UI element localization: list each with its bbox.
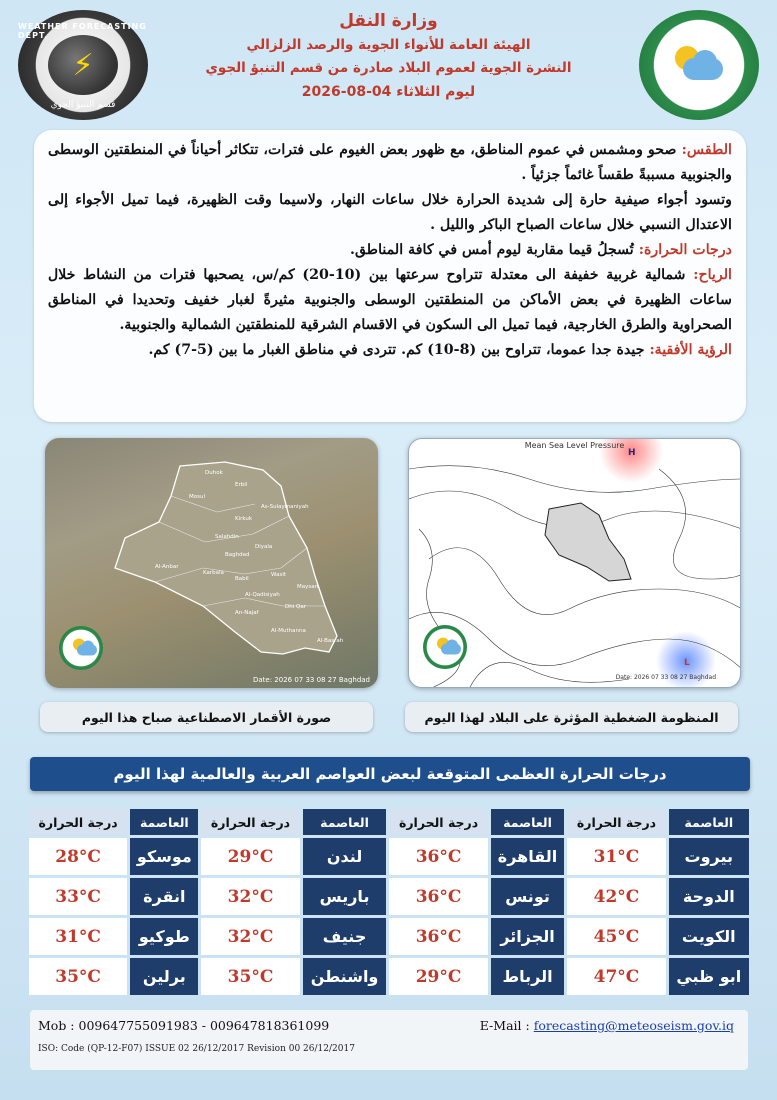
province-label: Al-Muthanna — [271, 628, 306, 634]
province-label: Maysan — [297, 584, 319, 590]
iraq-map-outline — [85, 456, 355, 676]
visibility-text: جيدة جدا عموما، تتراوح بين (8-10) كم. تتردى في مناطق الغبار ما بين (5-7) كم. — [148, 342, 645, 358]
pressure-map — [408, 438, 741, 688]
col-city-header: العاصمة — [491, 809, 565, 835]
province-label: Dhi Qar — [285, 604, 306, 610]
weather-text-1: صحو ومشمس في عموم المناطق، مع ظهور بعض الغيوم على فترات، تتكاثر أحياناً في المنطقتين الوسطى والجنوبية مسببةً طقساً غائماً جزئياً . — [48, 142, 732, 183]
col-city-header: العاصمة — [303, 809, 387, 835]
pressure-map-title: Mean Sea Level Pressure — [524, 441, 625, 450]
province-label: Babil — [235, 576, 249, 582]
col-temp-header: درجة الحرارة — [29, 809, 127, 835]
temp-cell: 31°C — [29, 918, 127, 955]
weather-paragraph — [48, 138, 732, 188]
satellite-timestamp: Date: 2026 07 33 08 27 Baghdad — [252, 676, 370, 684]
city-cell: انقرة — [130, 878, 198, 915]
city-cell: ابو ظبي — [669, 958, 749, 995]
city-cell: طوكيو — [130, 918, 198, 955]
city-cell: جنيف — [303, 918, 387, 955]
city-cell: لندن — [303, 838, 387, 875]
bulletin-title: النشرة الجوية لعموم البلاد صادرة من قسم التنبؤ الجوي — [205, 60, 572, 76]
city-cell: الرباط — [491, 958, 565, 995]
low-pressure-label: L — [684, 658, 690, 668]
email-label: E-Mail : — [479, 1018, 534, 1033]
table-header-row — [29, 809, 749, 835]
ministry-title: وزارة النقل — [339, 11, 438, 31]
logo-bottom-text: قسم التنبؤ الجوي — [50, 100, 116, 110]
province-label: Wasit — [271, 572, 287, 578]
city-cell: الكويت — [669, 918, 749, 955]
visibility-label: الرؤية الأفقية: — [649, 342, 732, 358]
authority-title: الهيئة العامة للأنواء الجوية والرصد الزلزالي — [246, 37, 531, 53]
bulletin-header — [0, 0, 777, 125]
temp-cell: 42°C — [567, 878, 665, 915]
table-row — [29, 878, 749, 915]
city-cell: بيروت — [669, 838, 749, 875]
sun-cloud-icon — [70, 639, 92, 658]
col-temp-header: درجة الحرارة — [201, 809, 299, 835]
city-cell: برلين — [130, 958, 198, 995]
temp-cell: 36°C — [389, 878, 487, 915]
temp-cell: 47°C — [567, 958, 665, 995]
table-row — [29, 958, 749, 995]
province-label: Al-Anbar — [155, 564, 179, 570]
lightning-icon: ⚡ — [48, 35, 118, 95]
sun-cloud-icon — [669, 46, 729, 84]
temp-cell: 35°C — [29, 958, 127, 995]
wind-paragraph — [48, 263, 732, 338]
temperature-paragraph — [48, 238, 732, 263]
sun-cloud-icon — [434, 638, 456, 657]
province-label: Duhok — [205, 470, 223, 476]
mobile-numbers: Mob : 009647755091983 - 009647818361099 — [38, 1018, 330, 1033]
province-label: Baghdad — [225, 552, 250, 558]
temperature-text: تُسجلُ قيما مقاربة ليوم أمس في كافة المناطق. — [350, 242, 634, 258]
temp-cell: 32°C — [201, 878, 299, 915]
wind-text: شمالية غربية خفيفة الى معتدلة تتراوح سرعتها بين (10-20) كم/س، يصحبها فترات من النشاط خلال ساعات الظهيرة في بعض الأماكن من المنطقتين الوسطى والجنوبية مثيرةً لغبار خفيف وتحديدا في المناطق الصحراوية والطرق الخارجية، فيما تميل الى السكون في الاقسام الشرقية للمنطقتين الشمالية والجنوبية. — [48, 267, 732, 333]
iso-code: ISO: Code (QP-12-F07) ISSUE 02 26/12/2017 Revision 00 26/12/2017 — [38, 1044, 355, 1054]
temp-cell: 29°C — [389, 958, 487, 995]
city-cell: تونس — [491, 878, 565, 915]
province-label: Diyala — [255, 544, 273, 550]
city-cell: واشنطن — [303, 958, 387, 995]
province-label: Erbil — [235, 482, 248, 488]
satellite-caption: صورة الأقمار الاصطناعية صباح هذا اليوم — [40, 702, 373, 732]
email-link[interactable]: forecasting@meteoseism.gov.iq — [533, 1018, 734, 1033]
province-label: As-Sulaymaniyah — [261, 504, 309, 510]
capital-temperatures-table — [26, 806, 752, 998]
pressure-timestamp: Date: 2026 07 33 08 27 Baghdad — [615, 674, 716, 681]
temp-cell: 33°C — [29, 878, 127, 915]
col-city-header: العاصمة — [669, 809, 749, 835]
province-label: Kirkuk — [235, 516, 253, 522]
province-label: Mosul — [189, 494, 205, 500]
visibility-paragraph — [48, 338, 732, 363]
contact-footer — [30, 1010, 748, 1070]
temp-cell: 31°C — [567, 838, 665, 875]
satellite-image — [45, 438, 378, 688]
province-label: Salahdin — [215, 534, 239, 540]
temperatures-title: درجات الحرارة العظمى المتوقعة لبعض العواصم العربية والعالمية لهذا اليوم — [30, 757, 750, 791]
meteorological-organization-logo — [639, 10, 759, 120]
logo-ring-text: WEATHER FORECASTING DEPT. — [18, 22, 147, 40]
weather-forecasting-dept-logo — [18, 10, 148, 120]
email-line — [480, 1018, 734, 1033]
col-temp-header: درجة الحرارة — [567, 809, 665, 835]
temp-cell: 36°C — [389, 838, 487, 875]
header-titles — [170, 8, 607, 105]
map-logo — [59, 626, 103, 670]
map-logo — [423, 625, 467, 669]
col-temp-header: درجة الحرارة — [389, 809, 487, 835]
temp-cell: 36°C — [389, 918, 487, 955]
col-city-header: العاصمة — [130, 809, 198, 835]
weather-label: الطقس: — [681, 142, 732, 158]
temp-cell: 32°C — [201, 918, 299, 955]
table-row — [29, 838, 749, 875]
city-cell: الجزائر — [491, 918, 565, 955]
city-cell: القاهرة — [491, 838, 565, 875]
city-cell: باريس — [303, 878, 387, 915]
province-label: Al-Basrah — [317, 638, 344, 644]
temp-cell: 29°C — [201, 838, 299, 875]
table-row — [29, 918, 749, 955]
city-cell: الدوحة — [669, 878, 749, 915]
high-pressure-label: H — [628, 448, 636, 458]
forecast-text-box — [34, 130, 746, 422]
temp-cell: 28°C — [29, 838, 127, 875]
province-label: Al-Qadisiyah — [245, 592, 280, 598]
temp-cell: 45°C — [567, 918, 665, 955]
province-label: An-Najaf — [235, 610, 259, 616]
bulletin-date: ليوم الثلاثاء 04-08-2026 — [301, 84, 476, 100]
temperature-label: درجات الحرارة: — [638, 242, 732, 258]
weather-paragraph-2 — [48, 188, 732, 238]
city-cell: موسكو — [130, 838, 198, 875]
wind-label: الرياح: — [693, 267, 732, 283]
province-label: Karbala — [203, 570, 224, 576]
weather-text-2: وتسود أجواء صيفية حارة إلى شديدة الحرارة خلال ساعات النهار، ولاسيما وقت الظهيرة، فيما تميل الأجواء إلى الاعتدال النسبي خلال ساعات الصباح الباكر والليل . — [48, 192, 732, 233]
pressure-caption: المنظومة الضغطية المؤثرة على البلاد لهذا اليوم — [405, 702, 738, 732]
temp-cell: 35°C — [201, 958, 299, 995]
